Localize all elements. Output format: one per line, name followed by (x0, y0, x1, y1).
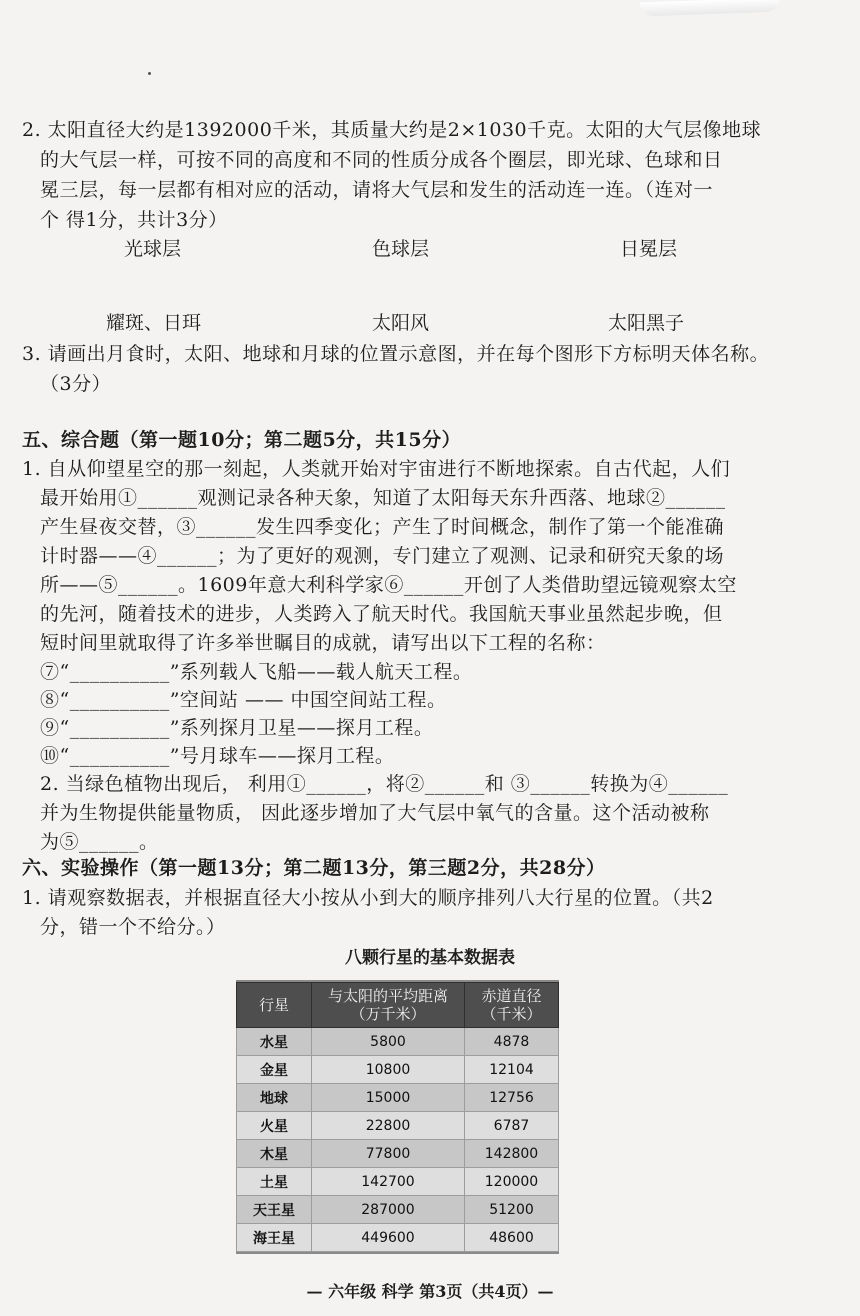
cell-planet-name: 土星 (237, 1168, 312, 1196)
cell-planet-name: 天王星 (237, 1196, 312, 1224)
cell-diameter: 48600 (465, 1224, 559, 1252)
q3-line-2: （3分） (40, 373, 112, 395)
planet-data-table (236, 980, 559, 1254)
table-row (237, 1084, 559, 1112)
page-fold-shadow (640, 0, 780, 16)
cell-diameter: 6787 (465, 1112, 559, 1140)
s5q1-line-7: 短时间里就取得了许多举世瞩目的成就，请写出以下工程的名称： (40, 632, 606, 654)
s6q1-line-2: 分，错一个不给分。） (40, 916, 226, 938)
table-title: 八颗行星的基本数据表 (345, 948, 515, 968)
cell-distance: 22800 (312, 1112, 465, 1140)
cell-planet-name: 火星 (237, 1112, 312, 1140)
q2-line-3: 冕三层，每一层都有相对应的活动，请将大气层和发生的活动连一连。（连对一 (40, 179, 714, 201)
activity-sunspots: 太阳黑子 (608, 312, 685, 334)
layer-corona: 日冕层 (620, 238, 678, 260)
cell-distance: 287000 (312, 1196, 465, 1224)
table-row (237, 1028, 559, 1056)
paper-speck (148, 72, 151, 75)
cell-distance: 10800 (312, 1056, 465, 1084)
cell-diameter: 12756 (465, 1084, 559, 1112)
s5q1-line-6: 的先河，随着技术的进步，人类跨入了航天时代。我国航天事业虽然起步晚，但 (40, 603, 723, 625)
s5q2-line-3: 为⑤______。 (40, 831, 159, 853)
cell-diameter: 142800 (465, 1140, 559, 1168)
q2-line-4: 个 得1分，共计3分） (40, 209, 228, 231)
table-row (237, 1224, 559, 1252)
q3-line-1: 3. 请画出月食时，太阳、地球和月球的位置示意图，并在每个图形下方标明天体名称。 (22, 343, 770, 365)
cell-planet-name: 木星 (237, 1140, 312, 1168)
header-diameter-line-2: （千米） (481, 1005, 542, 1023)
s5q1-line-9: ⑧“__________”空间站 —— 中国空间站工程。 (40, 689, 447, 711)
cell-diameter: 51200 (465, 1196, 559, 1224)
cell-distance: 5800 (312, 1028, 465, 1056)
section-5-heading: 五、综合题（第一题10分；第二题5分，共15分） (22, 429, 462, 451)
cell-planet-name: 金星 (237, 1056, 312, 1084)
s5q1-line-5: 所——⑤______。1609年意大利科学家⑥______开创了人类借助望远镜观察太空 (40, 574, 737, 596)
table-row (237, 1196, 559, 1224)
column-header-distance (312, 983, 465, 1028)
cell-distance: 142700 (312, 1168, 465, 1196)
activity-flares: 耀斑、日珥 (106, 312, 202, 334)
s5q1-line-2: 最开始用①______观测记录各种天象，知道了太阳每天东升西落、地球②______ (40, 487, 726, 509)
s5q1-line-8: ⑦“__________”系列载人飞船——载人航天工程。 (40, 661, 473, 683)
s6q1-line-1: 1. 请观察数据表，并根据直径大小按从小到大的顺序排列八大行星的位置。（共2 (22, 887, 714, 909)
activity-solar-wind: 太阳风 (372, 312, 430, 334)
cell-distance: 15000 (312, 1084, 465, 1112)
cell-diameter: 12104 (465, 1056, 559, 1084)
s5q1-line-11: ⑩“__________”号月球车——探月工程。 (40, 745, 395, 767)
header-distance-line-2: （万千米） (350, 1005, 426, 1023)
table-row (237, 1140, 559, 1168)
cell-planet-name: 海王星 (237, 1224, 312, 1252)
layer-chromosphere: 色球层 (372, 238, 430, 260)
header-diameter-line-1: 赤道直径 (481, 987, 542, 1005)
column-header-diameter (465, 983, 559, 1028)
layer-photosphere: 光球层 (124, 238, 182, 260)
section-6-heading: 六、实验操作（第一题13分；第二题13分，第三题2分，共28分） (22, 857, 606, 879)
page-footer: — 六年级 科学 第3页（共4页）— (306, 1282, 554, 1301)
s5q2-line-2: 并为生物提供能量物质， 因此逐步增加了大气层中氧气的含量。这个活动被称 (40, 802, 710, 824)
q2-line-2: 的大气层一样，可按不同的高度和不同的性质分成各个圈层，即光球、色球和日 (40, 149, 723, 171)
cell-planet-name: 地球 (237, 1084, 312, 1112)
header-planet-text: 行星 (258, 996, 289, 1014)
header-distance-line-1: 与太阳的平均距离 (327, 987, 448, 1005)
s5q1-line-10: ⑨“__________”系列探月卫星——探月工程。 (40, 717, 434, 739)
cell-distance: 77800 (312, 1140, 465, 1168)
s5q1-line-3: 产生昼夜交替，③______发生四季变化；产生了时间概念，制作了第一个能准确 (40, 516, 725, 538)
table-row (237, 1168, 559, 1196)
s5q2-line-1: 2. 当绿色植物出现后， 利用①______，将②______和 ③______转换为④______ (40, 773, 729, 795)
cell-diameter: 120000 (465, 1168, 559, 1196)
table-row (237, 1056, 559, 1084)
cell-planet-name: 水星 (237, 1028, 312, 1056)
table-row (237, 1112, 559, 1140)
cell-diameter: 4878 (465, 1028, 559, 1056)
s5q1-line-1: 1. 自从仰望星空的那一刻起，人类就开始对宇宙进行不断地探索。自古代起，人们 (22, 458, 731, 480)
q2-line-1: 2. 太阳直径大约是1392000千米，其质量大约是2×1030千克。太阳的大气层像地球 (22, 119, 762, 141)
s5q1-line-4: 计时器——④______；为了更好的观测，专门建立了观测、记录和研究天象的场 (40, 545, 725, 567)
cell-distance: 449600 (312, 1224, 465, 1252)
column-header-planet (237, 983, 312, 1028)
